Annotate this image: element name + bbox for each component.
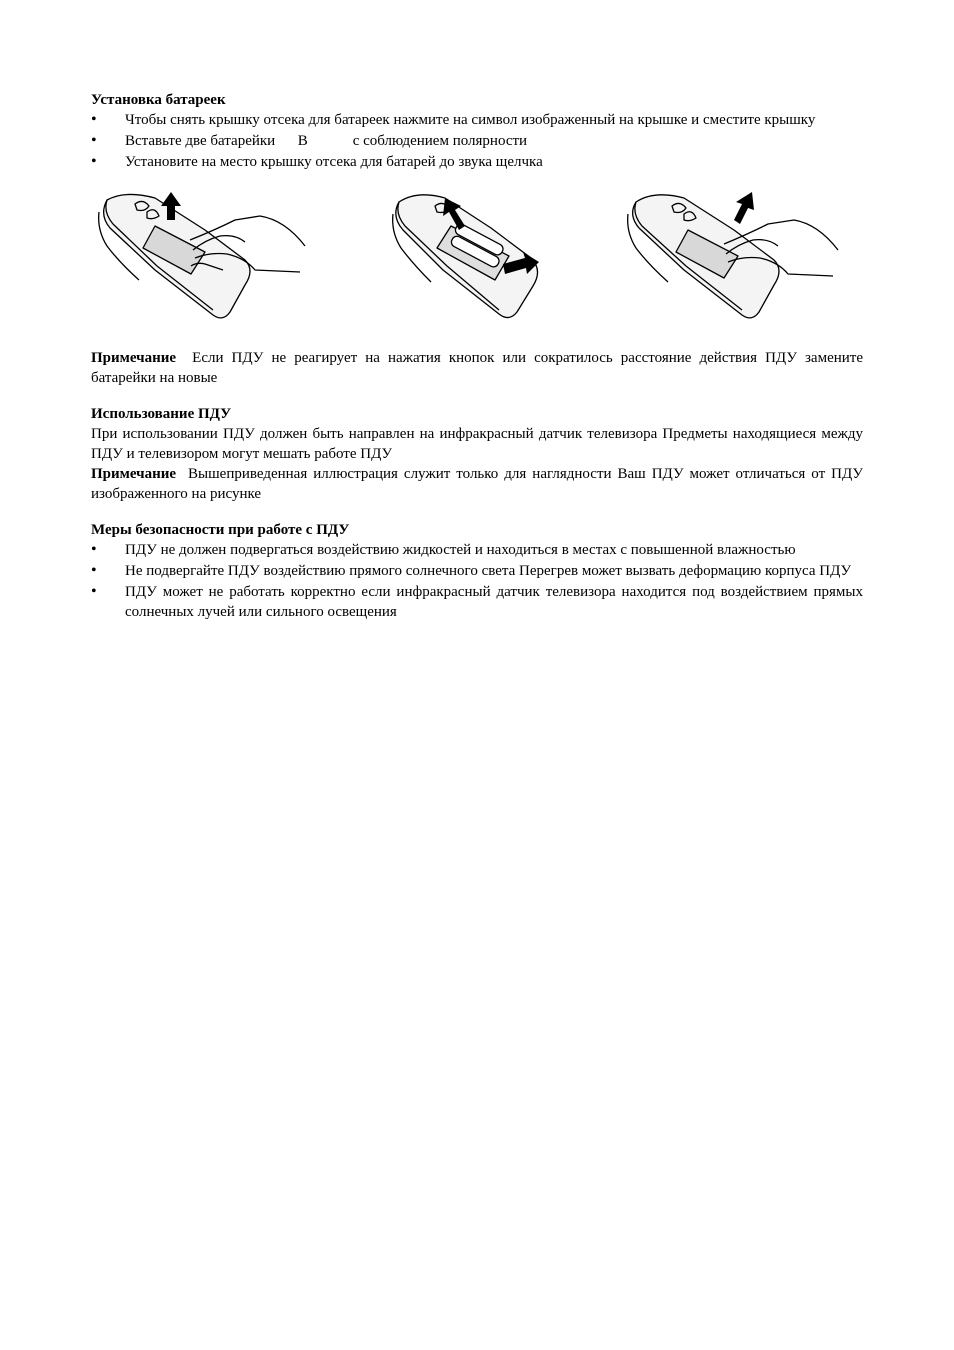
remote-insert-batteries-illustration bbox=[391, 190, 551, 330]
note-label: Примечание bbox=[91, 350, 177, 366]
list-item: • ПДУ не должен подвергаться воздействию жидкостей и находиться в местах с повышенной влажностью bbox=[91, 540, 863, 560]
remote-cover-open-illustration bbox=[95, 190, 310, 330]
document-page bbox=[91, 90, 863, 623]
battery-install-list bbox=[91, 110, 863, 172]
list-item: • Чтобы снять крышку отсека для батареек нажмите на символ изображенный на крышке и сместите крышку bbox=[91, 110, 863, 130]
list-item: • Установите на место крышку отсека для батарей до звука щелчка bbox=[91, 152, 863, 172]
note-text: Если ПДУ не реагирует на нажатия кнопок или сократилось расстояние действия ПДУ замените батарейки на новые bbox=[91, 350, 864, 386]
list-item: • ПДУ может не работать корректно если инфракрасный датчик телевизора находится под воздействием прямых солнечных лучей или сильного освещения bbox=[91, 582, 863, 622]
list-item: • Вставьте две батарейки В с соблюдением полярности bbox=[91, 131, 863, 151]
list-item: • Не подвергайте ПДУ воздействию прямого солнечного света Перегрев может вызвать деформацию корпуса ПДУ bbox=[91, 561, 863, 581]
battery-install-heading: Установка батареек bbox=[91, 92, 226, 108]
safety-list bbox=[91, 540, 863, 622]
note-label: Примечание bbox=[91, 466, 177, 482]
note-battery-replace bbox=[91, 348, 863, 388]
remote-cover-close-illustration bbox=[626, 190, 841, 330]
note-text: Вышеприведенная иллюстрация служит только для наглядности Ваш ПДУ может отличаться от ПДУ изображенного на рисунке bbox=[91, 466, 863, 502]
note-illustration bbox=[91, 464, 863, 504]
remote-usage-heading: Использование ПДУ bbox=[91, 406, 232, 422]
remote-usage-text: При использовании ПДУ должен быть направлен на инфракрасный датчик телевизора Предметы находящиеся между ПДУ и телевизором могут мешать работе ПДУ bbox=[91, 426, 863, 462]
safety-heading: Меры безопасности при работе с ПДУ bbox=[91, 522, 350, 538]
battery-illustrations bbox=[91, 190, 863, 330]
